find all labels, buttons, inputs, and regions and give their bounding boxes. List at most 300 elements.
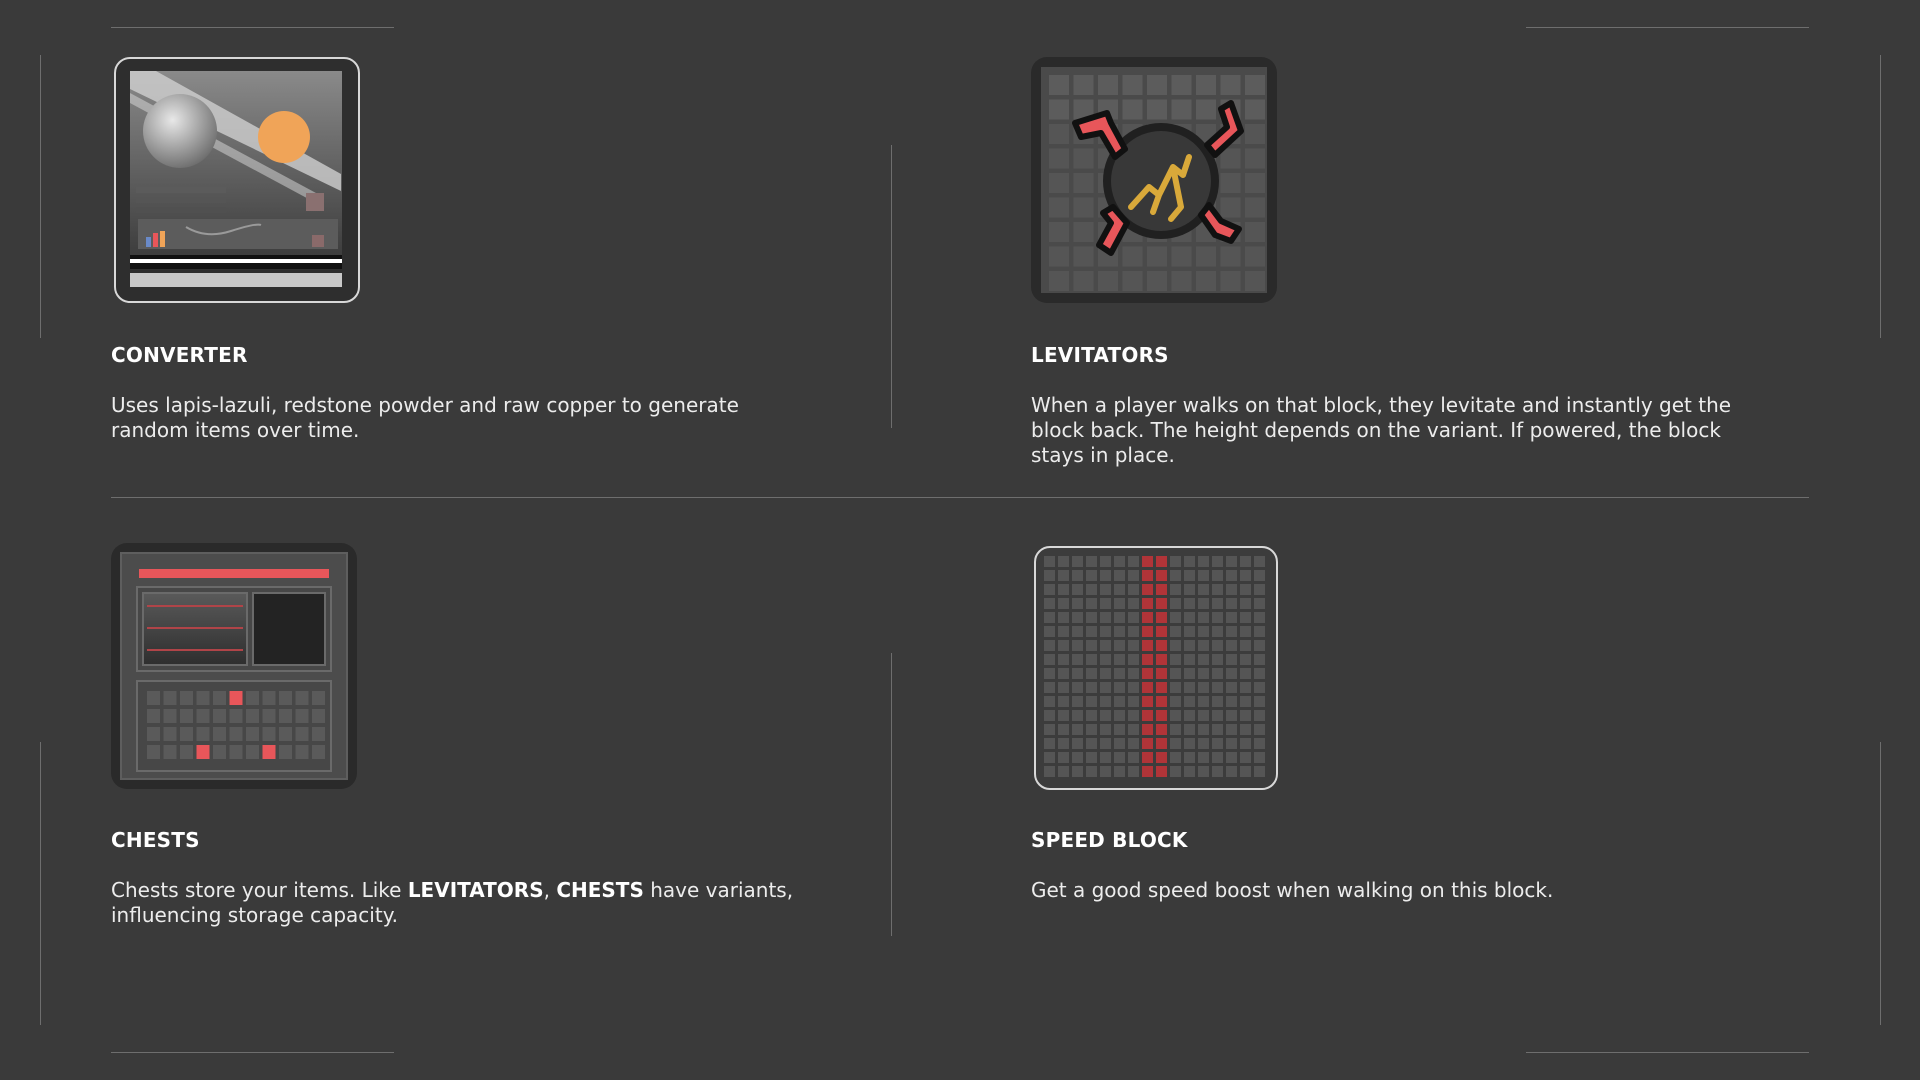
speed-block-tile [1184, 696, 1195, 707]
levitator-tile [1196, 247, 1216, 267]
chest-slot [197, 727, 210, 741]
speed-block-tile [1128, 654, 1139, 665]
chest-slot [263, 691, 276, 705]
speed-block-tile [1086, 682, 1097, 693]
card-chests [111, 543, 931, 963]
chest-slot [180, 691, 193, 705]
speed-block-tile [1058, 570, 1069, 581]
speed-block-tile [1212, 724, 1223, 735]
speed-block-tile [1184, 752, 1195, 763]
levitator-tile [1123, 271, 1143, 291]
top-right-rule [1526, 27, 1809, 28]
speed-block-tile [1072, 612, 1083, 623]
speed-block-tile [1184, 626, 1195, 637]
speed-block-tile [1058, 640, 1069, 651]
levitator-icon [1031, 57, 1277, 303]
chest-slot [164, 691, 177, 705]
speed-block-tile [1212, 710, 1223, 721]
chest-slot [147, 691, 160, 705]
speed-block-tile [1198, 556, 1209, 567]
levitator-tile [1049, 124, 1069, 144]
levitators-title: LEVITATORS [1031, 343, 1169, 367]
speed-block-tile [1156, 724, 1167, 735]
speed-block-tile [1170, 570, 1181, 581]
speed-block-tile [1114, 766, 1125, 777]
speed-block-tile [1212, 556, 1223, 567]
speed-block-tile [1156, 696, 1167, 707]
chests-description [111, 878, 831, 928]
speed-block-tile [1100, 598, 1111, 609]
speed-block-tile [1100, 766, 1111, 777]
levitator-tile [1172, 75, 1192, 95]
speed-block-tile [1086, 640, 1097, 651]
speed-block-tile [1184, 584, 1195, 595]
speed-block-tile [1184, 598, 1195, 609]
speed-block-tile [1128, 682, 1139, 693]
speed-block-tile [1156, 598, 1167, 609]
chest-slot [147, 727, 160, 741]
chest-slot [213, 745, 226, 759]
speed-block-tile [1212, 626, 1223, 637]
speed-block-tile [1254, 710, 1265, 721]
speed-block-tile [1128, 612, 1139, 623]
chest-slot [279, 709, 292, 723]
speed-block-tile [1254, 724, 1265, 735]
levitator-tile [1049, 198, 1069, 218]
chest-slot [296, 727, 309, 741]
speed-block-tile [1100, 612, 1111, 623]
speed-block-tile [1170, 682, 1181, 693]
speed-block-tile [1184, 668, 1195, 679]
speed-block-tile [1072, 598, 1083, 609]
levitator-tile [1074, 75, 1094, 95]
levitator-tile [1049, 100, 1069, 120]
card-speed-block [1031, 543, 1851, 963]
speed-block-tile [1240, 696, 1251, 707]
speed-block-tile [1184, 682, 1195, 693]
chest-slot [180, 745, 193, 759]
levitator-tile [1221, 247, 1241, 267]
speed-block-tile [1142, 654, 1153, 665]
speed-block-tile [1072, 738, 1083, 749]
chest-slot [246, 691, 259, 705]
chest-slot [279, 745, 292, 759]
speed-block-tile [1086, 738, 1097, 749]
speed-block-tile [1128, 766, 1139, 777]
speed-block-tile [1086, 626, 1097, 637]
speed-block-tile [1156, 710, 1167, 721]
speed-block-tile [1226, 738, 1237, 749]
speed-block-tile [1100, 626, 1111, 637]
speed-block-tile [1156, 654, 1167, 665]
left-upper-rule [40, 55, 41, 338]
speed-block-tile [1044, 556, 1055, 567]
card-converter [111, 57, 931, 477]
speed-block-tile [1226, 570, 1237, 581]
levitator-tile [1074, 247, 1094, 267]
speed-block-tile [1156, 738, 1167, 749]
speed-block-tile [1212, 640, 1223, 651]
speed-block-tile [1142, 752, 1153, 763]
levitator-tile [1245, 124, 1265, 144]
chest-slot [147, 709, 160, 723]
speed-block-tile [1184, 710, 1195, 721]
speed-block-tile [1226, 640, 1237, 651]
speed-block-tile [1212, 654, 1223, 665]
speed-block-tile [1156, 626, 1167, 637]
levitator-tile [1221, 75, 1241, 95]
levitator-tile [1098, 271, 1118, 291]
speed-block-tile [1142, 668, 1153, 679]
speed-block-tile [1044, 612, 1055, 623]
levitator-tile [1245, 173, 1265, 193]
levitator-tile [1074, 271, 1094, 291]
speed-block-tile [1184, 724, 1195, 735]
speed-block-tile [1170, 654, 1181, 665]
speed-block-tile [1142, 584, 1153, 595]
speed-block-tile [1240, 570, 1251, 581]
speed-block-tile [1212, 752, 1223, 763]
speed-block-tile [1142, 570, 1153, 581]
speed-block-tile [1044, 710, 1055, 721]
levitator-tile [1245, 222, 1265, 242]
speed-block-tile [1072, 556, 1083, 567]
speed-block-tile [1128, 598, 1139, 609]
chest-slot [213, 691, 226, 705]
middle-divider [111, 497, 1809, 498]
speed-block-tile [1142, 724, 1153, 735]
speed-block-tile [1226, 668, 1237, 679]
levitator-tile [1147, 271, 1167, 291]
speed-block-tile [1156, 752, 1167, 763]
chest-slot [180, 727, 193, 741]
speed-block-tile [1226, 710, 1237, 721]
speed-block-tile [1156, 570, 1167, 581]
speed-block-tile [1240, 654, 1251, 665]
speed-block-tile [1058, 710, 1069, 721]
speed-block-tile [1072, 570, 1083, 581]
speed-block-tile [1254, 682, 1265, 693]
speed-block-tile [1058, 584, 1069, 595]
speed-block-tile [1058, 724, 1069, 735]
speed-block-tile [1170, 696, 1181, 707]
speed-block-tile [1114, 640, 1125, 651]
speed-block-tile [1058, 696, 1069, 707]
speed-block-tile [1254, 584, 1265, 595]
speed-block-tile [1072, 654, 1083, 665]
speed-block-tile [1170, 584, 1181, 595]
levitator-tile [1196, 271, 1216, 291]
speed-block-tile [1198, 766, 1209, 777]
speed-block-tile [1086, 752, 1097, 763]
speed-block-tile [1198, 668, 1209, 679]
speed-block-tile [1240, 668, 1251, 679]
levitator-tile [1049, 75, 1069, 95]
speed-block-tile [1226, 598, 1237, 609]
speed-block-tile [1044, 654, 1055, 665]
chest-slot [279, 691, 292, 705]
speed-block-tile [1198, 752, 1209, 763]
speed-block-tile [1254, 598, 1265, 609]
speed-block-tile [1198, 626, 1209, 637]
speed-block-tile [1142, 738, 1153, 749]
speed-block-tile [1170, 766, 1181, 777]
speed-block-tile [1044, 668, 1055, 679]
speed-block-tile [1184, 556, 1195, 567]
speed-block-tile [1254, 640, 1265, 651]
levitator-tile [1074, 222, 1094, 242]
levitator-tile [1245, 247, 1265, 267]
speed-block-tile [1100, 738, 1111, 749]
speed-block-tile [1156, 556, 1167, 567]
speed-block-tile [1156, 682, 1167, 693]
speed-block-tile [1142, 696, 1153, 707]
levitator-tile [1172, 271, 1192, 291]
speed-block-tile [1086, 710, 1097, 721]
speed-block-tile [1254, 612, 1265, 623]
speed-block-tile [1170, 710, 1181, 721]
speed-block-tile [1044, 584, 1055, 595]
chests-title: CHESTS [111, 828, 200, 852]
speed-block-tile [1254, 570, 1265, 581]
levitator-tile [1221, 173, 1241, 193]
speed-block-tile [1058, 556, 1069, 567]
speed-block-tile [1170, 640, 1181, 651]
levitator-tile [1123, 75, 1143, 95]
speed-block-tile [1212, 682, 1223, 693]
chest-slot [246, 709, 259, 723]
speed-block-tile [1044, 752, 1055, 763]
speed-block-tile [1254, 752, 1265, 763]
speed-block-tile [1128, 584, 1139, 595]
speed-block-tile [1254, 556, 1265, 567]
speed-block-tile [1072, 584, 1083, 595]
speed-block-tile [1100, 654, 1111, 665]
speed-block-tile [1100, 556, 1111, 567]
speed-block-tile [1086, 598, 1097, 609]
speed-block-tile [1226, 612, 1237, 623]
speed-block-tile [1254, 668, 1265, 679]
speed-block-tile [1156, 766, 1167, 777]
right-upper-rule [1880, 55, 1881, 338]
chest-slot [213, 727, 226, 741]
speed-block-tile [1128, 710, 1139, 721]
speed-block-tile [1086, 570, 1097, 581]
speed-block-tile [1058, 682, 1069, 693]
chest-slot [312, 709, 325, 723]
levitator-tile [1049, 247, 1069, 267]
speed-block-tile [1240, 556, 1251, 567]
chest-slot [296, 745, 309, 759]
speed-block-tile [1240, 598, 1251, 609]
speed-block-tile [1114, 584, 1125, 595]
speed-block-tile [1170, 668, 1181, 679]
speed-block-tile [1100, 710, 1111, 721]
speed-block-tile [1240, 710, 1251, 721]
chests-desc-levitators: LEVITATORS [407, 878, 544, 902]
speed-block-tile [1198, 724, 1209, 735]
speed-block-tile [1142, 626, 1153, 637]
speed-block-tile [1240, 738, 1251, 749]
speed-block-tile [1170, 626, 1181, 637]
levitator-tile [1245, 271, 1265, 291]
speed-block-tile [1128, 724, 1139, 735]
speed-block-tile [1254, 626, 1265, 637]
speed-block-tile [1170, 612, 1181, 623]
speed-block-tile [1212, 696, 1223, 707]
speed-block-tile [1240, 584, 1251, 595]
speed-block-tile [1100, 640, 1111, 651]
speed-block-tile [1114, 570, 1125, 581]
chests-desc-part3: have variants, influencing storage capacity. [111, 878, 794, 927]
chests-desc-chests: CHESTS [556, 878, 644, 902]
speed-block-tile [1212, 598, 1223, 609]
chest-slot [246, 727, 259, 741]
speed-block-tile [1114, 668, 1125, 679]
converter-icon [114, 57, 360, 303]
chest-slot [180, 709, 193, 723]
speed-block-tile [1058, 752, 1069, 763]
speed-block-tile [1114, 752, 1125, 763]
chest-slot [164, 727, 177, 741]
chest-icon [111, 543, 357, 789]
chest-slot [197, 709, 210, 723]
speed-block-tile [1212, 570, 1223, 581]
chest-slot [230, 727, 243, 741]
speed-block-title: SPEED BLOCK [1031, 828, 1188, 852]
speed-block-tile [1058, 668, 1069, 679]
speed-block-tile [1100, 752, 1111, 763]
speed-block-tile [1240, 640, 1251, 651]
speed-block-tile [1240, 626, 1251, 637]
levitator-tile [1049, 173, 1069, 193]
speed-block-tile [1114, 598, 1125, 609]
speed-block-tile [1114, 724, 1125, 735]
chest-slot [312, 691, 325, 705]
chest-slot [312, 727, 325, 741]
speed-block-tile [1086, 612, 1097, 623]
speed-block-tile [1086, 668, 1097, 679]
levitator-tile [1196, 75, 1216, 95]
levitator-tile [1049, 271, 1069, 291]
speed-block-tile [1240, 724, 1251, 735]
levitator-tile [1074, 173, 1094, 193]
speed-block-tile [1044, 766, 1055, 777]
speed-block-tile [1128, 640, 1139, 651]
speed-block-tile [1170, 752, 1181, 763]
speed-block-tile [1170, 724, 1181, 735]
speed-block-tile [1170, 738, 1181, 749]
chest-slot [279, 727, 292, 741]
speed-block-tile [1226, 696, 1237, 707]
speed-block-tile [1058, 738, 1069, 749]
chest-slot [197, 691, 210, 705]
speed-block-tile [1198, 598, 1209, 609]
levitator-tile [1245, 149, 1265, 169]
speed-block-tile [1100, 682, 1111, 693]
speed-block-tile [1072, 724, 1083, 735]
levitator-tile [1123, 100, 1143, 120]
right-lower-rule [1880, 742, 1881, 1025]
speed-block-tile [1086, 724, 1097, 735]
speed-block-tile [1044, 570, 1055, 581]
speed-block-tile [1226, 766, 1237, 777]
chest-slot [263, 727, 276, 741]
levitator-tile [1147, 100, 1167, 120]
left-lower-rule [40, 742, 41, 1025]
speed-block-tile [1184, 766, 1195, 777]
levitator-tile [1074, 198, 1094, 218]
speed-block-tile [1114, 710, 1125, 721]
speed-block-tile [1184, 738, 1195, 749]
speed-block-tile [1156, 668, 1167, 679]
speed-block-tile [1142, 640, 1153, 651]
levitator-tile [1098, 75, 1118, 95]
speed-block-tile [1156, 584, 1167, 595]
chest-slot [147, 745, 160, 759]
speed-block-tile [1240, 682, 1251, 693]
speed-block-tile [1226, 556, 1237, 567]
levitator-tile [1245, 100, 1265, 120]
speed-block-tile [1128, 626, 1139, 637]
speed-block-tile [1254, 766, 1265, 777]
speed-block-tile [1226, 682, 1237, 693]
speed-block-tile [1142, 612, 1153, 623]
speed-block-tile [1128, 738, 1139, 749]
speed-block-tile [1184, 570, 1195, 581]
speed-block-tile [1058, 626, 1069, 637]
levitator-tile [1221, 149, 1241, 169]
speed-block-tile [1100, 696, 1111, 707]
speed-block-tile [1072, 682, 1083, 693]
speed-block-tile [1226, 752, 1237, 763]
speed-block-tile [1240, 766, 1251, 777]
speed-block-tile [1212, 584, 1223, 595]
speed-block-tile [1198, 710, 1209, 721]
speed-block-tile [1072, 696, 1083, 707]
speed-block-tile [1198, 640, 1209, 651]
speed-block-tile [1184, 654, 1195, 665]
speed-block-tile [1128, 696, 1139, 707]
levitator-tile [1245, 198, 1265, 218]
speed-block-tile [1044, 682, 1055, 693]
speed-block-tile [1128, 570, 1139, 581]
chest-slot [197, 745, 210, 759]
speed-block-tile [1086, 654, 1097, 665]
speed-block-tile [1142, 556, 1153, 567]
chest-slot [230, 709, 243, 723]
speed-block-tile [1198, 696, 1209, 707]
speed-block-tile [1198, 584, 1209, 595]
speed-block-tile [1156, 640, 1167, 651]
chest-slot [230, 745, 243, 759]
speed-block-tile [1086, 696, 1097, 707]
speed-block-tile [1184, 640, 1195, 651]
chest-slot [164, 745, 177, 759]
speed-block-tile [1226, 584, 1237, 595]
speed-block-tile [1142, 710, 1153, 721]
speed-block-tile [1198, 738, 1209, 749]
speed-block-tile [1044, 640, 1055, 651]
speed-block-tile [1212, 766, 1223, 777]
levitator-tile [1123, 247, 1143, 267]
levitator-tile [1172, 100, 1192, 120]
speed-block-icon [1034, 546, 1278, 790]
speed-block-tile [1114, 612, 1125, 623]
levitator-tile [1147, 247, 1167, 267]
speed-block-tile [1198, 682, 1209, 693]
speed-block-tile [1072, 766, 1083, 777]
